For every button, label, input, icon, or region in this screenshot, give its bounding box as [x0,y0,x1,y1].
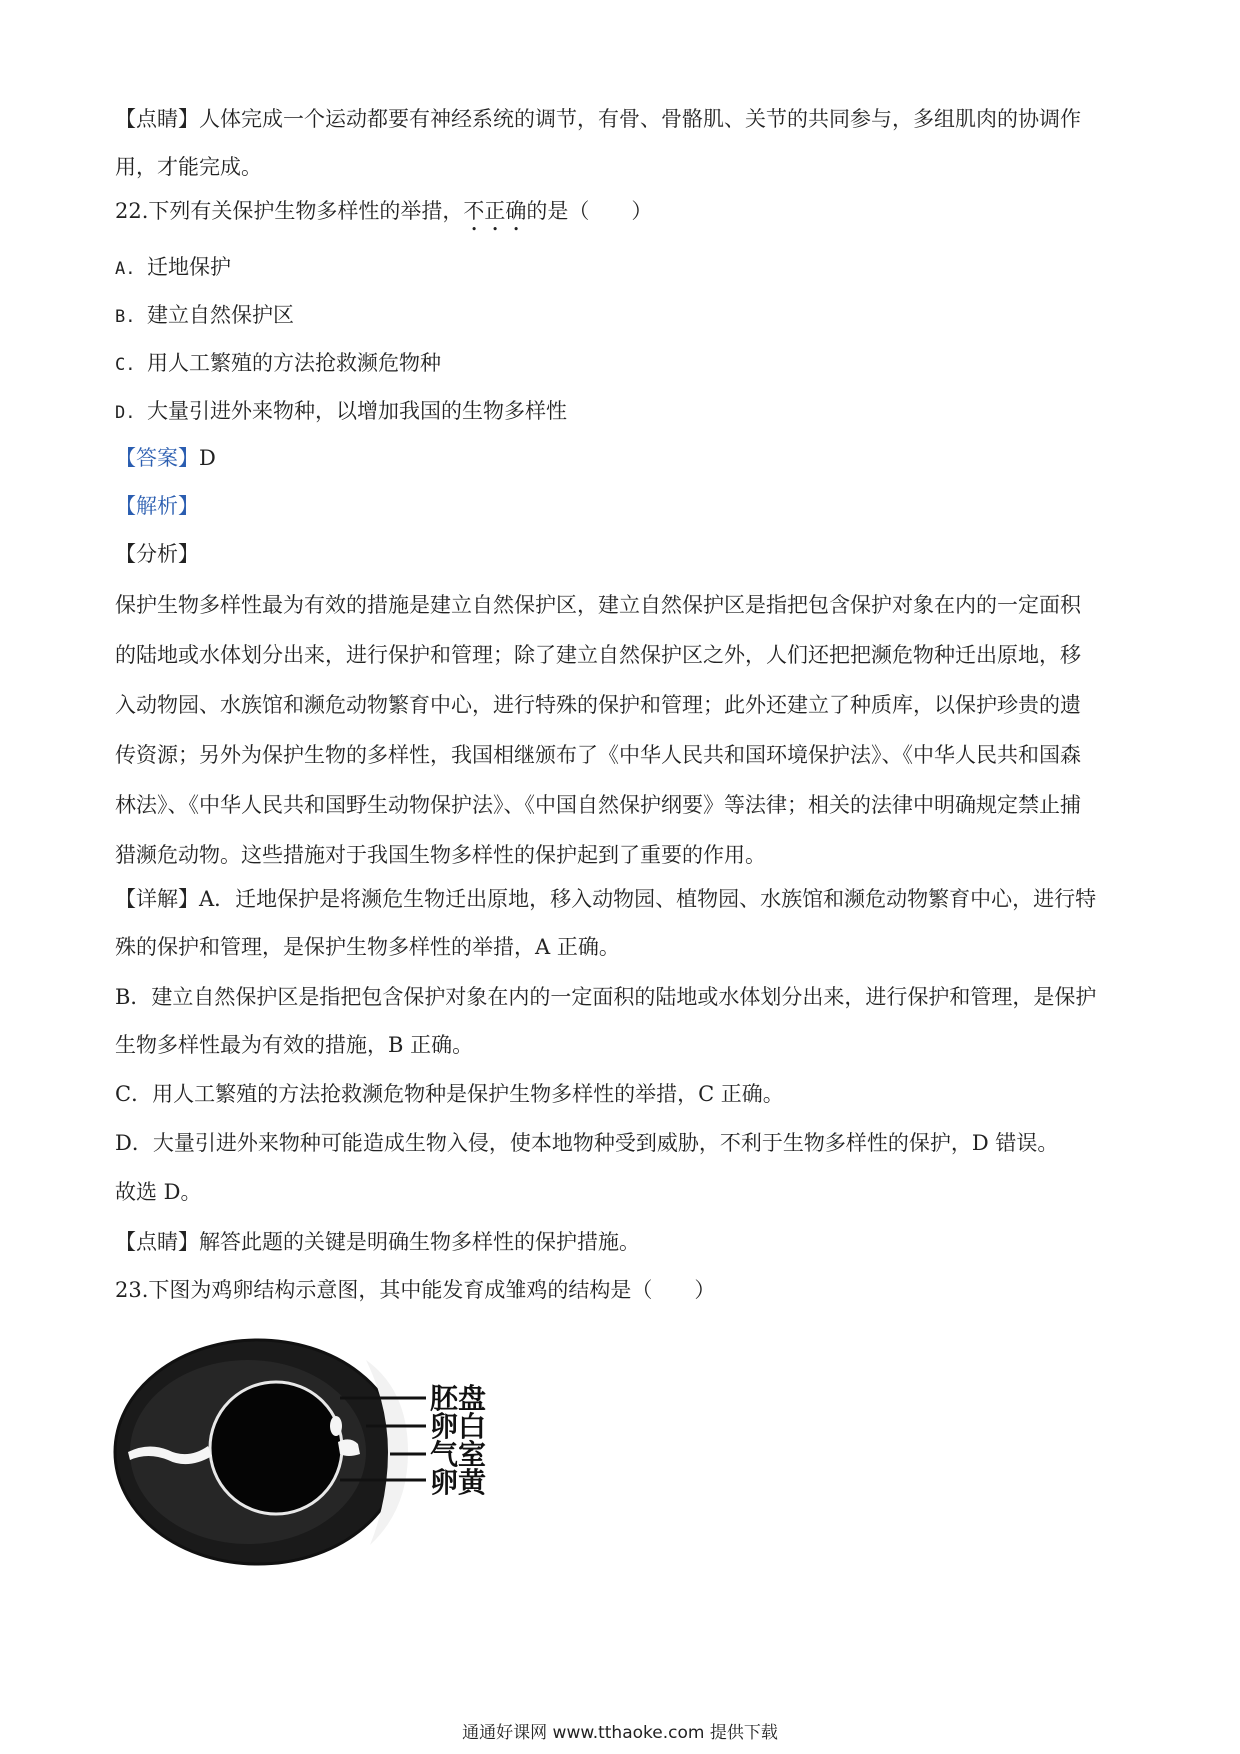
option-letter: A. [115,259,136,279]
fenxi-line: 传资源；另外为保护生物的多样性，我国相继颁布了《中华人民共和国环境保护法》、《中华人民共和国森 [115,743,1081,767]
q22-option-a [115,252,1135,284]
answer-value: D [199,446,216,470]
q22-stem [115,196,1135,236]
q23-stem: 23.下图为鸡卵结构示意图，其中能发育成雏鸡的结构是（ ） [115,1278,716,1302]
q22-answer [115,443,1135,473]
tip-tag: 【点睛】 [115,1230,199,1254]
label-air-cell: 气室 [430,1438,487,1471]
option-text: 迁地保护 [147,255,231,279]
fenxi-line: 猎濒危动物。这些措施对于我国生物多样性的保护起到了重要的作用。 [115,843,766,867]
detail-line: 故选 D。 [115,1180,202,1204]
fenxi-line: 林法》、《中华人民共和国野生动物保护法》、《中国自然保护纲要》等法律；相关的法律中明确规定禁止捕 [115,793,1081,817]
fenxi-line: 入动物园、水族馆和濒危动物繁育中心，进行特殊的保护和管理；此外还建立了种质库，以保护珍贵的遗 [115,693,1081,717]
detail-line: 生物多样性最为有效的措施，B 正确。 [115,1033,474,1057]
prev-tip-line-1 [115,104,1135,134]
detail-line [115,884,1135,914]
egg-diagram [108,1330,528,1590]
option-text: 用人工繁殖的方法抢救濒危物种 [147,351,441,375]
prev-tip-line-2: 用，才能完成。 [115,155,262,179]
answer-tag: 【答案】 [115,446,199,470]
q22-stem-post: 的是（ ） [526,199,653,223]
detail-line: D．大量引进外来物种可能造成生物入侵，使本地物种受到威胁，不利于生物多样性的保护，D 错误。 [115,1131,1059,1155]
q22-fenxi-tag: 【分析】 [115,542,199,566]
fenxi-line: 保护生物多样性最为有效的措施是建立自然保护区，建立自然保护区是指把包含保护对象在内的一定面积 [115,593,1081,617]
q22-stem-pre: 22.下列有关保护生物多样性的举措， [115,199,464,223]
option-letter: B. [115,307,136,327]
q22-option-b [115,300,1135,332]
detail-text: A．迁地保护是将濒危生物迁出原地，移入动物园、植物园、水族馆和濒危动物繁育中心，进行特 [199,887,1097,911]
yolk [210,1382,342,1514]
label-yolk: 卵黄 [430,1466,487,1499]
prev-tip-text: 人体完成一个运动都要有神经系统的调节，有骨、骨骼肌、关节的共同参与，多组肌肉的协调作 [199,107,1081,131]
fenxi-line: 的陆地或水体划分出来，进行保护和管理；除了建立自然保护区之外，人们还把把濒危物种迁出原地，移 [115,643,1081,667]
detail-line: 殊的保护和管理，是保护生物多样性的举措，A 正确。 [115,935,620,959]
option-text: 大量引进外来物种，以增加我国的生物多样性 [147,399,567,423]
page-footer: 通通好课网 www.tthaoke.com 提供下载 [462,1723,778,1743]
q22-option-d [115,396,1135,428]
option-letter: C. [115,355,136,375]
germinal-disc [330,1416,342,1436]
q22-stem-emphasis: 不正确 [463,199,527,223]
detail-line: C．用人工繁殖的方法抢救濒危物种是保护生物多样性的举措，C 正确。 [115,1082,784,1106]
tip-text: 解答此题的关键是明确生物多样性的保护措施。 [199,1230,640,1254]
egg-structure-figure [108,1330,528,1590]
option-text: 建立自然保护区 [147,303,294,327]
detail-line: B．建立自然保护区是指把包含保护对象在内的一定面积的陆地或水体划分出来，进行保护和管理，是保护 [115,985,1097,1009]
q22-analysis-tag: 【解析】 [115,494,199,518]
option-letter: D. [115,403,136,423]
prev-tip-tag: 【点睛】 [115,107,199,131]
q22-option-c [115,348,1135,380]
label-albumen: 卵白 [430,1410,487,1443]
q22-tip [115,1227,1135,1257]
detail-tag: 【详解】 [115,887,199,911]
label-germinal-disc: 胚盘 [430,1382,487,1415]
